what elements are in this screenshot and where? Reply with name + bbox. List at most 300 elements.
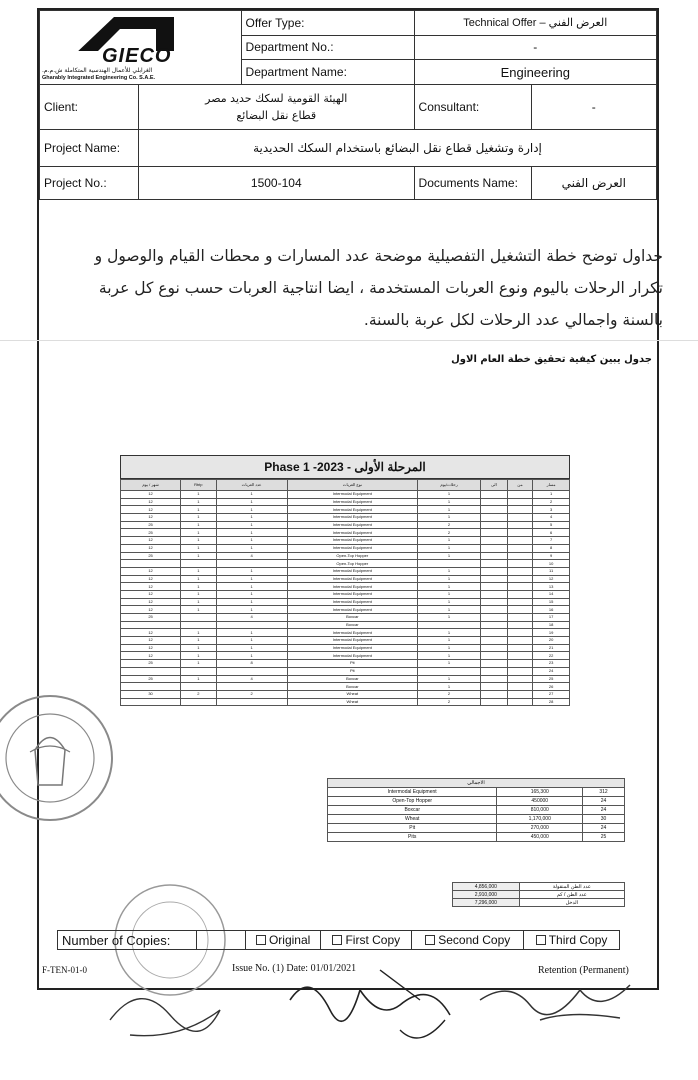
phase-cell: 1 — [181, 491, 216, 499]
phase-cell: 25 — [121, 614, 181, 622]
phase-cell: Boxcar — [287, 675, 417, 683]
phase-cell: 1 — [181, 583, 216, 591]
phase-cell — [507, 629, 532, 637]
phase-cell: Intermodal Equipment — [287, 652, 417, 660]
issue-info: Issue No. (1) Date: 01/01/2021 — [232, 963, 357, 974]
phase-cell: Intermodal Equipment — [287, 514, 417, 522]
summary-row — [328, 788, 625, 797]
phase-cell — [121, 621, 181, 629]
phase-row — [121, 529, 570, 537]
phase-cell — [507, 667, 532, 675]
phase-cell: 1 — [181, 514, 216, 522]
phase-cell: 1 — [181, 537, 216, 545]
phase-cell: 16 — [533, 606, 570, 614]
phase-cell: 1 — [216, 521, 287, 529]
totals-row — [453, 891, 625, 899]
phase-row — [121, 660, 570, 668]
phase-cell — [181, 667, 216, 675]
phase-cell: 12 — [121, 491, 181, 499]
phase-cell — [507, 521, 532, 529]
phase-cell — [121, 698, 181, 706]
summary-cell: 1,170,000 — [497, 815, 583, 824]
phase-cell — [481, 606, 508, 614]
phase-cell: 19 — [533, 629, 570, 637]
phase-cell: Intermodal Equipment — [287, 529, 417, 537]
phase-cell — [481, 637, 508, 645]
summary-wrap — [327, 778, 625, 842]
phase-row — [121, 614, 570, 622]
phase-row — [121, 560, 570, 568]
phase-cell — [481, 690, 508, 698]
opt-second-copy[interactable] — [412, 931, 524, 950]
phase-cell: Intermodal Equipment — [287, 537, 417, 545]
form-code: F-TEN-01-0 — [42, 965, 87, 975]
phase-cell: 25 — [121, 675, 181, 683]
phase-cell — [481, 506, 508, 514]
phase-header-row — [121, 480, 570, 491]
phase-cell: 1 — [181, 660, 216, 668]
phase-cell — [507, 621, 532, 629]
phase-cell: Intermodal Equipment — [287, 498, 417, 506]
phase-cell: 1 — [533, 491, 570, 499]
phase-cell: 2 — [533, 498, 570, 506]
phase-cell — [216, 698, 287, 706]
phase-cell — [507, 637, 532, 645]
phase-cell — [507, 606, 532, 614]
phase-cell: 1 — [418, 567, 481, 575]
phase-cell: 4 — [216, 614, 287, 622]
phase-cell: 1 — [216, 529, 287, 537]
project-no-label: Project No.: — [40, 167, 139, 200]
phase-row — [121, 637, 570, 645]
checkbox-icon — [256, 935, 266, 945]
phase-cell: 12 — [121, 629, 181, 637]
phase-cell: 1 — [418, 598, 481, 606]
phase-cell: 1 — [418, 683, 481, 691]
phase-cell: 1 — [216, 567, 287, 575]
phase-cell: 12 — [533, 575, 570, 583]
summary-row — [328, 797, 625, 806]
phase-cell: 12 — [121, 606, 181, 614]
phase-cell: 1 — [181, 575, 216, 583]
phase-row — [121, 652, 570, 660]
phase-cell: Intermodal Equipment — [287, 644, 417, 652]
totals-cell: عدد الطن المنقولة — [519, 883, 624, 891]
phase-header-cell: نوع العربات — [287, 480, 417, 491]
phase-cell: 1 — [418, 614, 481, 622]
phase-cell: 14 — [533, 590, 570, 598]
summary-cell: 24 — [583, 806, 625, 815]
phase-cell: 21 — [533, 644, 570, 652]
phase-row — [121, 621, 570, 629]
phase-cell — [181, 683, 216, 691]
phase-cell: 12 — [121, 506, 181, 514]
totals-cell: 7,296,000 — [453, 899, 520, 907]
phase-cell: 25 — [121, 529, 181, 537]
opt-second-label: Second Copy — [438, 933, 511, 947]
phase-cell — [418, 667, 481, 675]
phase-cell: 1 — [418, 652, 481, 660]
summary-cell: 30 — [583, 815, 625, 824]
phase-cell: 8 — [533, 544, 570, 552]
phase-cell: 12 — [121, 598, 181, 606]
phase-cell: 1 — [216, 544, 287, 552]
scan-divider — [0, 340, 698, 341]
phase-cell: 15 — [533, 598, 570, 606]
phase-cell: Intermodal Equipment — [287, 506, 417, 514]
phase-cell — [507, 552, 532, 560]
phase-cell: 10 — [533, 560, 570, 568]
phase-cell: 12 — [121, 652, 181, 660]
summary-cell: 312 — [583, 788, 625, 797]
phase-header-cell: Rtrip — [181, 480, 216, 491]
totals-cell: عدد الطن / كم — [519, 891, 624, 899]
phase-cell: 12 — [121, 637, 181, 645]
phase-cell: Boxcar — [287, 614, 417, 622]
phase-cell — [481, 514, 508, 522]
summary-row — [328, 815, 625, 824]
phase-cell — [507, 675, 532, 683]
phase-cell: 1 — [418, 637, 481, 645]
phase-header-cell: الى — [481, 480, 508, 491]
phase-row — [121, 537, 570, 545]
phase-cell — [507, 660, 532, 668]
phase-cell — [481, 583, 508, 591]
totals-cell: الدخل — [519, 899, 624, 907]
totals-row — [453, 899, 625, 907]
opt-original[interactable] — [246, 931, 321, 950]
phase-cell: Intermodal Equipment — [287, 544, 417, 552]
phase-row — [121, 629, 570, 637]
phase-cell: Intermodal Equipment — [287, 491, 417, 499]
phase-cell: 24 — [533, 667, 570, 675]
logo-sub-ar: الغرابلي للأعمال الهندسية المتكاملة ش.م.م. — [42, 67, 153, 74]
phase-cell: 6 — [533, 529, 570, 537]
phase-cell — [507, 644, 532, 652]
phase-row — [121, 583, 570, 591]
phase-cell: Pit — [287, 660, 417, 668]
phase-row — [121, 675, 570, 683]
phase-cell: 1 — [216, 498, 287, 506]
summary-cell: 165,300 — [497, 788, 583, 797]
phase-cell — [481, 667, 508, 675]
phase-cell: 12 — [121, 514, 181, 522]
phase-cell: 1 — [216, 506, 287, 514]
phase-cell: 1 — [216, 598, 287, 606]
checkbox-icon — [536, 935, 546, 945]
phase-cell: 1 — [181, 644, 216, 652]
phase-cell: 1 — [216, 644, 287, 652]
phase-row — [121, 521, 570, 529]
phase-cell: 12 — [121, 583, 181, 591]
phase-cell — [507, 698, 532, 706]
intro-paragraph: جداول توضح خطة التشغيل التفصيلية موضحة عدد المسارات و محطات القيام والوصول و تكرار الرحلات باليوم ونوع العربات المستخدمة ، ايضا انتاجية العربات حسب نوع كل عربة بالسنة واجمالي عدد الرحلات لكل عربة بالسنة. — [94, 247, 663, 329]
summary-cell: 810,000 — [497, 806, 583, 815]
opt-first-label: First Copy — [345, 933, 401, 947]
phase-row — [121, 690, 570, 698]
phase-cell: 17 — [533, 614, 570, 622]
phase-cell: 25 — [121, 521, 181, 529]
phase-cell: 20 — [533, 637, 570, 645]
phase-cell — [507, 544, 532, 552]
summary-cell: Intermodal Equipment — [328, 788, 497, 797]
dept-no-value: - — [414, 35, 656, 60]
phase-cell — [507, 575, 532, 583]
phase-cell — [481, 498, 508, 506]
phase-row — [121, 498, 570, 506]
phase-cell — [481, 491, 508, 499]
phase-cell: 4 — [216, 552, 287, 560]
phase-cell: 1 — [418, 606, 481, 614]
phase-row — [121, 644, 570, 652]
phase-cell: 1 — [181, 606, 216, 614]
phase-cell: 12 — [121, 567, 181, 575]
summary-row — [328, 833, 625, 842]
logo-cell — [40, 11, 242, 85]
phase-cell: 1 — [418, 575, 481, 583]
summary-row — [328, 806, 625, 815]
phase-cell — [481, 560, 508, 568]
opt-original-label: Original — [268, 933, 311, 947]
phase-cell: 1 — [418, 660, 481, 668]
phase-cell — [481, 521, 508, 529]
phase-cell — [507, 491, 532, 499]
phase-cell: 12 — [121, 644, 181, 652]
phase-cell: 1 — [418, 491, 481, 499]
client-value — [139, 85, 415, 130]
phase-cell — [481, 537, 508, 545]
phase-cell: 1 — [418, 514, 481, 522]
phase-cell: Open-Top Hopper — [287, 560, 417, 568]
phase-cell: Intermodal Equipment — [287, 583, 417, 591]
summary-cell: 450000 — [497, 797, 583, 806]
phase-cell — [507, 567, 532, 575]
offer-type-label: Offer Type: — [241, 11, 414, 36]
phase-cell: 12 — [121, 544, 181, 552]
phase-cell: Open-Top Hopper — [287, 552, 417, 560]
phase-cell — [481, 552, 508, 560]
phase-cell: 12 — [121, 575, 181, 583]
opt-third-copy[interactable] — [524, 931, 620, 950]
phase-cell: 1 — [216, 491, 287, 499]
documents-name-label: Documents Name: — [414, 167, 531, 200]
phase-cell — [121, 667, 181, 675]
phase-cell: 1 — [216, 590, 287, 598]
phase-cell: 3 — [533, 506, 570, 514]
phase-cell: 8 — [216, 660, 287, 668]
summary-title: الاجمالي — [328, 779, 625, 788]
project-name-value: إدارة وتشغيل قطاع نقل البضائع باستخدام السكك الحديدية — [139, 130, 657, 167]
phase-cell: 1 — [181, 598, 216, 606]
phase-cell: 1 — [216, 652, 287, 660]
totals-row — [453, 883, 625, 891]
logo-text: GIECO — [102, 45, 172, 67]
phase-cell — [481, 683, 508, 691]
client-label: Client: — [40, 85, 139, 130]
summary-table — [327, 778, 625, 842]
client-value-line1: الهيئة القومية لسكك حديد مصر — [205, 92, 348, 105]
phase-cell — [481, 567, 508, 575]
phase-cell: 1 — [418, 583, 481, 591]
phase-cell — [507, 560, 532, 568]
phase-cell — [507, 690, 532, 698]
phase-cell: 1 — [181, 652, 216, 660]
phase-cell: 1 — [418, 498, 481, 506]
phase-cell — [481, 529, 508, 537]
dept-no-label: Department No.: — [241, 35, 414, 60]
phase-table-wrap — [120, 455, 570, 706]
phase-cell: 2 — [418, 690, 481, 698]
phase-cell — [481, 590, 508, 598]
phase-cell: 23 — [533, 660, 570, 668]
phase-cell — [216, 683, 287, 691]
phase-cell: 18 — [533, 621, 570, 629]
phase-cell: 28 — [533, 698, 570, 706]
retention-info: Retention (Permanent) — [538, 965, 629, 976]
phase-cell: Wheat — [287, 698, 417, 706]
phase-cell — [481, 544, 508, 552]
header-table — [39, 10, 657, 200]
phase-row — [121, 514, 570, 522]
phase-cell — [507, 537, 532, 545]
phase-cell: Intermodal Equipment — [287, 567, 417, 575]
phase-cell — [507, 529, 532, 537]
phase-cell: 26 — [533, 683, 570, 691]
phase-cell — [481, 652, 508, 660]
phase-cell: 1 — [181, 675, 216, 683]
documents-name-value: العرض الفني — [531, 167, 656, 200]
phase-cell: 1 — [181, 629, 216, 637]
phase-row — [121, 598, 570, 606]
phase-cell: 12 — [121, 537, 181, 545]
phase-table — [120, 479, 570, 706]
summary-cell: 24 — [583, 824, 625, 833]
summary-cell: Wheat — [328, 815, 497, 824]
phase-cell: 27 — [533, 690, 570, 698]
project-no-value: 1500-104 — [139, 167, 415, 200]
phase-cell: Boxcar — [287, 683, 417, 691]
phase-cell: 22 — [533, 652, 570, 660]
logo-sub-en: Gharably Integrated Engineering Co. S.A.E. — [42, 75, 156, 81]
official-seal-stamp — [0, 690, 120, 830]
opt-first-copy[interactable] — [321, 931, 412, 950]
phase-cell: 1 — [418, 629, 481, 637]
phase-cell — [507, 583, 532, 591]
phase-cell — [216, 560, 287, 568]
phase-row — [121, 683, 570, 691]
phase-cell: 4 — [216, 675, 287, 683]
phase-cell: Pit — [287, 667, 417, 675]
phase-cell: 2 — [418, 698, 481, 706]
phase-cell: 1 — [181, 506, 216, 514]
phase-cell: Intermodal Equipment — [287, 629, 417, 637]
phase-cell: 1 — [216, 606, 287, 614]
phase-cell: 1 — [418, 675, 481, 683]
phase-cell — [121, 683, 181, 691]
phase-row — [121, 575, 570, 583]
phase-row — [121, 606, 570, 614]
offer-type-value: Technical Offer – العرض الفني — [414, 11, 656, 36]
opt-third-label: Third Copy — [548, 933, 608, 947]
phase-cell — [181, 560, 216, 568]
phase-row — [121, 567, 570, 575]
phase-title: Phase 1 -2023 - المرحلة الأولى — [120, 455, 570, 479]
phase-cell: 2 — [181, 690, 216, 698]
phase-cell — [121, 560, 181, 568]
summary-cell: Boxcar — [328, 806, 497, 815]
phase-cell: Wheat — [287, 690, 417, 698]
phase-cell: 11 — [533, 567, 570, 575]
summary-row — [328, 824, 625, 833]
phase-cell: 4 — [533, 514, 570, 522]
phase-cell — [507, 683, 532, 691]
project-name-label: Project Name: — [40, 130, 139, 167]
phase-row — [121, 491, 570, 499]
signatures — [100, 960, 660, 1070]
checkbox-icon — [332, 935, 342, 945]
consultant-label: Consultant: — [414, 85, 531, 130]
phase-cell — [507, 514, 532, 522]
phase-cell: Intermodal Equipment — [287, 598, 417, 606]
phase-cell — [481, 575, 508, 583]
phase-cell — [507, 506, 532, 514]
phase-cell: 2 — [216, 690, 287, 698]
phase-header-cell: شهر / يوم — [121, 480, 181, 491]
phase-cell — [507, 498, 532, 506]
phase-cell — [507, 598, 532, 606]
dept-name-value: Engineering — [414, 60, 656, 85]
phase-row — [121, 590, 570, 598]
phase-cell: 1 — [418, 506, 481, 514]
phase-row — [121, 544, 570, 552]
phase-cell: 12 — [121, 498, 181, 506]
client-value-line2: قطاع نقل البضائع — [236, 109, 317, 122]
phase-cell: 1 — [216, 514, 287, 522]
phase-cell — [507, 614, 532, 622]
phase-cell: 1 — [418, 590, 481, 598]
phase-cell — [181, 614, 216, 622]
phase-cell: Intermodal Equipment — [287, 606, 417, 614]
phase-cell: 1 — [181, 498, 216, 506]
phase-cell — [216, 621, 287, 629]
dept-name-label: Department Name: — [241, 60, 414, 85]
totals-cell: 4,856,000 — [453, 883, 520, 891]
phase-cell: 1 — [181, 521, 216, 529]
checkbox-icon — [425, 935, 435, 945]
phase-row — [121, 506, 570, 514]
phase-cell — [481, 675, 508, 683]
phase-cell — [481, 644, 508, 652]
phase-cell — [507, 652, 532, 660]
phase-cell: 25 — [533, 675, 570, 683]
phase-cell: 1 — [181, 590, 216, 598]
phase-cell: 1 — [216, 629, 287, 637]
phase-cell: 5 — [533, 521, 570, 529]
summary-cell: 450,000 — [497, 833, 583, 842]
phase-cell: Intermodal Equipment — [287, 590, 417, 598]
phase-cell: Boxcar — [287, 621, 417, 629]
phase-header-cell: رحلات/يوم — [418, 480, 481, 491]
phase-cell: 1 — [181, 567, 216, 575]
phase-cell: Intermodal Equipment — [287, 637, 417, 645]
phase-cell — [481, 629, 508, 637]
phase-cell: 1 — [181, 544, 216, 552]
phase-cell — [481, 698, 508, 706]
phase-cell: 1 — [216, 575, 287, 583]
table-caption: جدول يبين كيفية تحقيق خطة العام الاول — [451, 354, 652, 365]
summary-cell: 270,000 — [497, 824, 583, 833]
phase-header-cell: مسار — [533, 480, 570, 491]
